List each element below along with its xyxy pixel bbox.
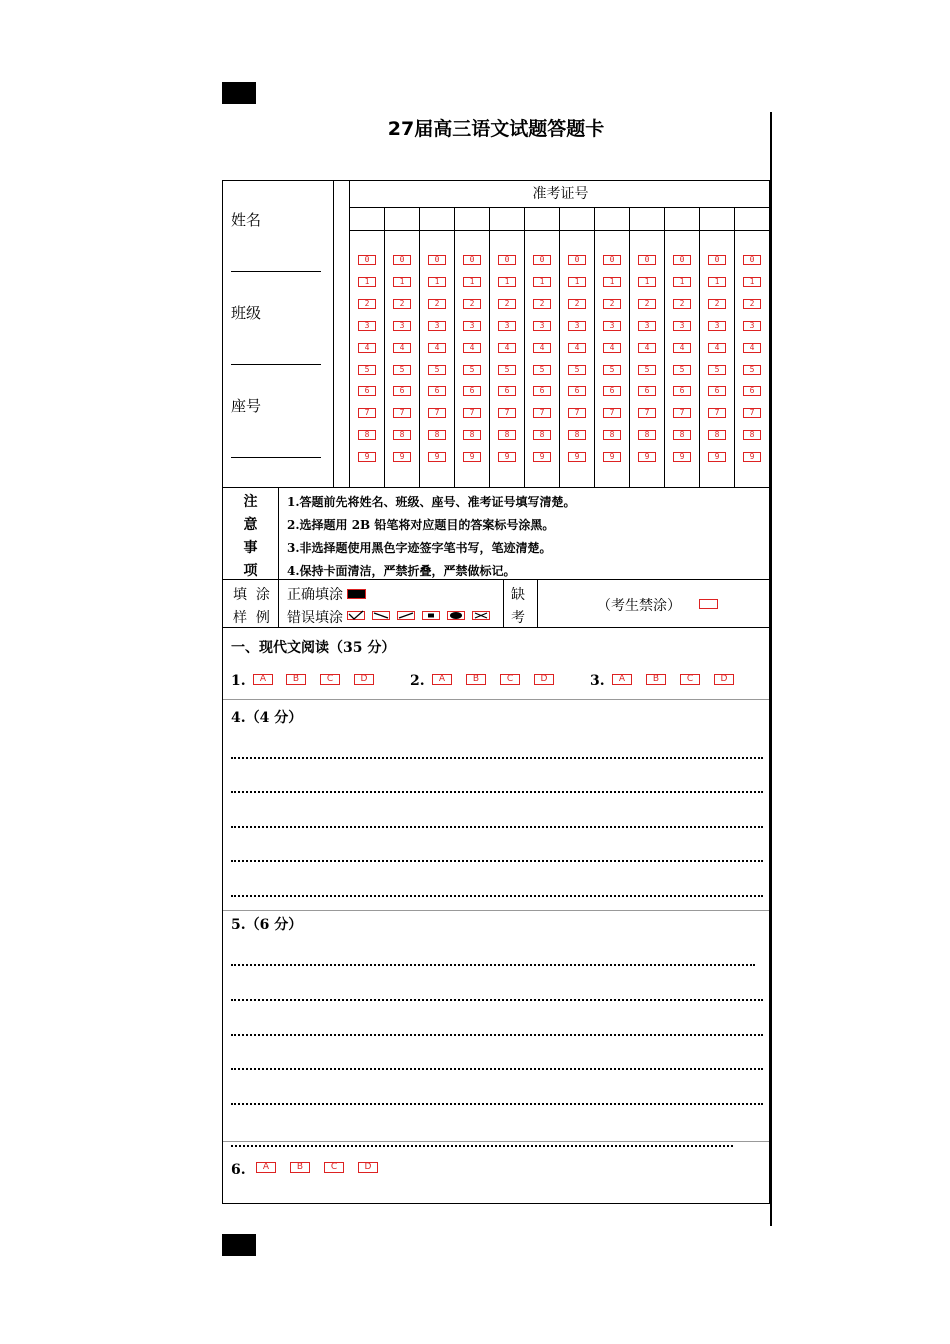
digit-bubble[interactable]: 6 [463,386,481,396]
digit-bubble[interactable]: 8 [428,430,446,440]
digit-bubble[interactable]: 5 [568,365,586,375]
digit-bubble[interactable]: 9 [498,452,516,462]
digit-bubble[interactable]: 6 [603,386,621,396]
digit-bubble[interactable]: 3 [428,321,446,331]
alignment-marker-top [222,82,256,104]
divider [223,579,769,580]
digit-bubble[interactable]: 6 [533,386,551,396]
digit-bubble[interactable]: 2 [498,299,516,309]
digit-bubble[interactable]: 0 [498,255,516,265]
digit-bubble[interactable]: 5 [463,365,481,375]
admission-digit-box[interactable] [700,207,734,231]
admission-digit-box[interactable] [385,207,419,231]
digit-bubble[interactable]: 0 [428,255,446,265]
fill-divider-1 [278,579,279,627]
notes-divider [278,487,279,579]
admission-number-header: 准考证号 [350,181,771,208]
digit-bubble[interactable]: 4 [463,343,481,353]
digit-bubble[interactable]: 1 [358,277,376,287]
absent-label-top: 缺 [511,587,525,603]
admission-digit-box[interactable] [350,207,384,231]
digit-bubble[interactable]: 3 [673,321,691,331]
digit-bubble[interactable]: 0 [603,255,621,265]
digit-bubble[interactable]: 2 [673,299,691,309]
digit-bubble[interactable]: 4 [638,343,656,353]
digit-bubble[interactable]: 6 [393,386,411,396]
admission-digit-box[interactable] [490,207,524,231]
digit-bubble[interactable]: 5 [638,365,656,375]
digit-bubble[interactable]: 5 [393,365,411,375]
digit-bubble[interactable]: 2 [603,299,621,309]
name-field[interactable] [231,271,321,272]
digit-bubble[interactable]: 9 [568,452,586,462]
digit-bubble[interactable]: 8 [568,430,586,440]
admission-column [595,207,630,487]
digit-bubble[interactable]: 3 [638,321,656,331]
digit-bubble[interactable]: 4 [743,343,761,353]
digit-bubble[interactable]: 5 [428,365,446,375]
digit-bubble[interactable]: 9 [428,452,446,462]
q2-option-a[interactable]: A [432,674,452,685]
q3-option-a[interactable]: A [612,674,632,685]
digit-bubble[interactable]: 3 [533,321,551,331]
notes-side-4: 项 [243,563,258,579]
admission-digit-box[interactable] [525,207,559,231]
answer-line[interactable] [231,895,763,897]
wrong-fill-cross-icon [473,612,490,620]
note-line-3: 3.非选择题使用黑色字迹签字笔书写，笔迹清楚。 [287,541,552,555]
digit-bubble[interactable]: 4 [533,343,551,353]
digit-bubble[interactable]: 2 [358,299,376,309]
digit-bubble[interactable]: 4 [498,343,516,353]
digit-bubble[interactable]: 2 [428,299,446,309]
wrong-fill-slash-icon [373,612,390,620]
admission-column [455,207,490,487]
q1-option-c[interactable]: C [320,674,340,685]
divider [223,910,769,911]
digit-bubble[interactable]: 0 [568,255,586,265]
digit-bubble[interactable]: 8 [743,430,761,440]
digit-bubble[interactable]: 7 [533,408,551,418]
q3-option-c[interactable]: C [680,674,700,685]
fill-divider-3 [537,579,538,627]
divider [223,1141,769,1142]
digit-bubble[interactable]: 7 [393,408,411,418]
digit-bubble[interactable]: 4 [673,343,691,353]
digit-bubble[interactable]: 1 [568,277,586,287]
q1-option-a[interactable]: A [253,674,273,685]
note-line-2: 2.选择题用 2B 铅笔将对应题目的答案标号涂黑。 [287,518,555,532]
answer-line[interactable] [231,860,763,862]
digit-bubble[interactable]: 8 [603,430,621,440]
note-line-4: 4.保持卡面清洁，严禁折叠，严禁做标记。 [287,564,516,578]
seat-label: 座号 [231,397,262,415]
answer-line[interactable] [231,999,763,1001]
student-info-box [223,181,334,487]
digit-bubble[interactable]: 4 [603,343,621,353]
digit-bubble[interactable]: 5 [358,365,376,375]
digit-bubble[interactable]: 2 [638,299,656,309]
admission-digit-box[interactable] [630,207,664,231]
digit-bubble[interactable]: 2 [463,299,481,309]
divider [223,627,769,628]
digit-bubble[interactable]: 7 [428,408,446,418]
admission-column [665,207,700,487]
digit-bubble[interactable]: 0 [638,255,656,265]
digit-bubble[interactable]: 6 [428,386,446,396]
digit-bubble[interactable]: 8 [708,430,726,440]
question-5-label: 5.（6 分） [231,917,303,933]
digit-bubble[interactable]: 9 [708,452,726,462]
admission-digit-box[interactable] [420,207,454,231]
wrong-fill-blob-icon [448,612,465,620]
digit-bubble[interactable]: 8 [358,430,376,440]
admission-number-grid [349,181,771,487]
digit-bubble[interactable]: 5 [708,365,726,375]
absent-label-bottom: 考 [511,610,525,626]
correct-fill-example [347,589,366,599]
wrong-fill-examples [347,610,493,622]
digit-bubble[interactable]: 2 [708,299,726,309]
notes-side-2: 意 [243,517,258,533]
wrong-fill-backslash-icon [398,612,415,620]
digit-bubble[interactable]: 7 [603,408,621,418]
question-3-number: 3. [590,673,605,689]
digit-bubble[interactable]: 3 [498,321,516,331]
seat-field[interactable] [231,457,321,458]
digit-bubble[interactable]: 5 [743,365,761,375]
answer-line[interactable] [231,1068,763,1070]
q3-option-b[interactable]: B [646,674,666,685]
q3-option-d[interactable]: D [714,674,734,685]
admission-column [735,207,770,487]
digit-bubble[interactable]: 0 [708,255,726,265]
digit-bubble[interactable]: 4 [568,343,586,353]
digit-bubble[interactable]: 8 [463,430,481,440]
digit-bubble[interactable]: 7 [463,408,481,418]
class-label: 班级 [231,304,262,322]
q2-option-b[interactable]: B [466,674,486,685]
digit-bubble[interactable]: 0 [533,255,551,265]
q2-option-d[interactable]: D [534,674,554,685]
admission-column [420,207,455,487]
digit-bubble[interactable]: 3 [708,321,726,331]
admission-column [560,207,595,487]
digit-bubble[interactable]: 3 [743,321,761,331]
digit-bubble[interactable]: 0 [393,255,411,265]
section-title: 一、现代文阅读（35 分） [231,640,396,656]
digit-bubble[interactable]: 3 [603,321,621,331]
digit-bubble[interactable]: 1 [393,277,411,287]
digit-bubble[interactable]: 3 [568,321,586,331]
wrong-fill-dot-icon [423,612,440,620]
fill-divider-2 [503,579,504,627]
digit-bubble[interactable]: 8 [498,430,516,440]
q2-option-c[interactable]: C [500,674,520,685]
digit-bubble[interactable]: 4 [393,343,411,353]
answer-line[interactable] [231,1145,733,1147]
digit-bubble[interactable]: 7 [673,408,691,418]
note-line-1: 1.答题前先将姓名、班级、座号、准考证号填写清楚。 [287,495,576,509]
digit-bubble[interactable]: 5 [603,365,621,375]
digit-bubble[interactable]: 1 [638,277,656,287]
wrong-fill-label: 错误填涂 [287,610,343,626]
admission-digit-box[interactable] [665,207,699,231]
digit-bubble[interactable]: 5 [498,365,516,375]
q6-option-d[interactable]: D [358,1162,378,1173]
digit-bubble[interactable]: 1 [673,277,691,287]
digit-bubble[interactable]: 1 [463,277,481,287]
digit-bubble[interactable]: 3 [463,321,481,331]
absent-note: （考生禁涂） [597,598,681,614]
digit-bubble[interactable]: 6 [638,386,656,396]
alignment-marker-bottom [222,1234,256,1256]
wrong-fill-check-icon [348,611,365,620]
digit-bubble[interactable]: 5 [533,365,551,375]
admission-digit-box[interactable] [455,207,489,231]
answer-line[interactable] [231,964,755,966]
admission-digit-box[interactable] [735,207,770,231]
digit-bubble[interactable]: 1 [533,277,551,287]
digit-bubble[interactable]: 6 [673,386,691,396]
digit-bubble[interactable]: 9 [743,452,761,462]
digit-bubble[interactable]: 1 [603,277,621,287]
digit-bubble[interactable]: 7 [358,408,376,418]
digit-bubble[interactable]: 6 [708,386,726,396]
digit-bubble[interactable]: 0 [358,255,376,265]
question-4-label: 4.（4 分） [231,710,303,726]
digit-bubble[interactable]: 6 [568,386,586,396]
digit-bubble[interactable]: 6 [743,386,761,396]
digit-bubble[interactable]: 2 [568,299,586,309]
admission-column [630,207,665,487]
digit-bubble[interactable]: 7 [498,408,516,418]
page-title: 27届高三语文试题答题卡 [387,118,605,140]
digit-bubble[interactable]: 4 [708,343,726,353]
digit-bubble[interactable]: 1 [428,277,446,287]
admission-column [700,207,735,487]
digit-bubble[interactable]: 9 [638,452,656,462]
digit-bubble[interactable]: 9 [393,452,411,462]
answer-card [222,180,770,1204]
digit-bubble[interactable]: 6 [358,386,376,396]
digit-bubble[interactable]: 4 [358,343,376,353]
digit-bubble[interactable]: 9 [533,452,551,462]
class-field[interactable] [231,364,321,365]
digit-bubble[interactable]: 1 [708,277,726,287]
digit-bubble[interactable]: 2 [533,299,551,309]
digit-bubble[interactable]: 9 [358,452,376,462]
answer-line[interactable] [231,826,763,828]
correct-fill-label: 正确填涂 [287,587,343,603]
answer-line[interactable] [231,791,763,793]
question-2-number: 2. [410,673,425,689]
digit-bubble[interactable]: 2 [743,299,761,309]
question-1-number: 1. [231,673,246,689]
question-6-number: 6. [231,1162,246,1178]
digit-bubble[interactable]: 8 [533,430,551,440]
answer-line[interactable] [231,1103,763,1105]
digit-bubble[interactable]: 5 [673,365,691,375]
admission-column [525,207,560,487]
name-label: 姓名 [231,211,262,229]
q6-option-a[interactable]: A [256,1162,276,1173]
divider [223,699,769,700]
admission-digit-box[interactable] [560,207,594,231]
fill-sample-label-bottom: 样 例 [233,610,270,626]
digit-bubble[interactable]: 9 [463,452,481,462]
q6-option-c[interactable]: C [324,1162,344,1173]
digit-bubble[interactable]: 7 [568,408,586,418]
admission-column [385,207,420,487]
digit-bubble[interactable]: 0 [673,255,691,265]
digit-bubble[interactable]: 1 [743,277,761,287]
digit-bubble[interactable]: 7 [743,408,761,418]
digit-bubble[interactable]: 9 [673,452,691,462]
digit-bubble[interactable]: 3 [358,321,376,331]
notes-side-1: 注 [243,494,258,510]
digit-bubble[interactable]: 3 [393,321,411,331]
digit-bubble[interactable]: 0 [463,255,481,265]
q1-option-d[interactable]: D [354,674,374,685]
digit-bubble[interactable]: 8 [673,430,691,440]
admission-digit-box[interactable] [595,207,629,231]
digit-bubble[interactable]: 6 [498,386,516,396]
divider [223,487,769,488]
answer-line[interactable] [231,1034,763,1036]
digit-bubble[interactable]: 7 [708,408,726,418]
admission-column [490,207,525,487]
q6-option-b[interactable]: B [290,1162,310,1173]
digit-bubble[interactable]: 7 [638,408,656,418]
fill-sample-label-top: 填 涂 [233,587,270,603]
digit-bubble[interactable]: 4 [428,343,446,353]
digit-bubble[interactable]: 8 [638,430,656,440]
digit-bubble[interactable]: 0 [743,255,761,265]
notes-side-3: 事 [243,540,258,556]
q1-option-b[interactable]: B [286,674,306,685]
digit-bubble[interactable]: 1 [498,277,516,287]
digit-bubble[interactable]: 2 [393,299,411,309]
admission-column [350,207,385,487]
absent-bubble[interactable] [699,599,718,609]
digit-bubble[interactable]: 9 [603,452,621,462]
answer-line[interactable] [231,757,763,759]
digit-bubble[interactable]: 8 [393,430,411,440]
